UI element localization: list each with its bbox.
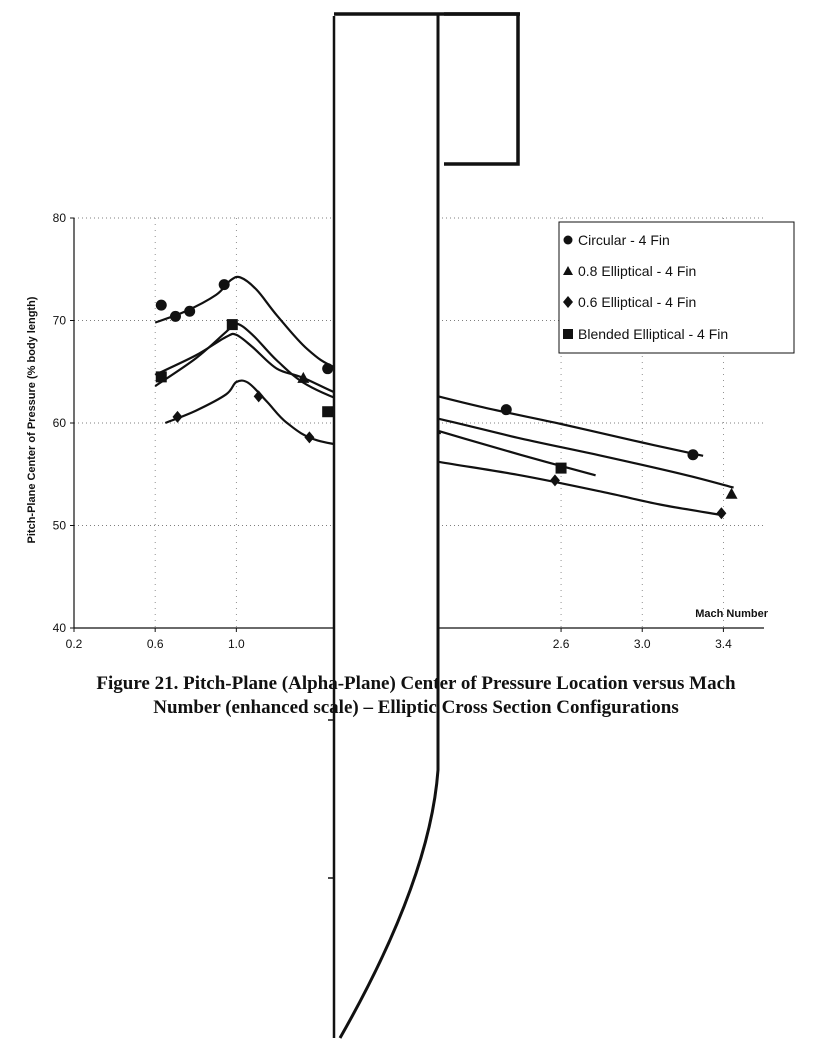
marker-circle: [687, 449, 698, 460]
marker-square: [556, 463, 567, 474]
fit-curve: [155, 334, 733, 488]
caption-line-2: Number (enhanced scale) – Elliptic Cross Section Configurations: [153, 697, 679, 718]
fit-curve: [165, 381, 723, 516]
y-axis-title: Pitch-Plane Center of Pressure (% body length): [26, 296, 38, 544]
legend-marker-square: [563, 329, 573, 339]
legend-label: 0.8 Elliptical - 4 Fin: [578, 263, 697, 279]
y-tick-label: 60: [52, 416, 66, 430]
marker-diamond: [550, 474, 560, 486]
y-tick-label: 50: [52, 518, 66, 533]
x-tick-label: 1.0: [228, 637, 245, 651]
marker-circle: [170, 311, 181, 322]
marker-diamond: [254, 390, 264, 402]
x-axis-title: Mach Number: [695, 608, 768, 620]
legend-label: 0.6 Elliptical - 4 Fin: [578, 294, 697, 310]
figure-caption: [0, 672, 832, 720]
overlay-drawing: [328, 14, 520, 1038]
x-tick-label: 0.6: [146, 637, 164, 651]
marker-circle: [184, 306, 195, 317]
y-ticks: [53, 211, 74, 635]
x-tick-label: 2.6: [552, 637, 570, 651]
marker-square: [322, 406, 333, 417]
marker-circle: [501, 404, 512, 415]
legend-item-circular: [564, 232, 670, 248]
legend-label: Blended Elliptical - 4 Fin: [578, 326, 729, 342]
legend-item-08-elliptical: [563, 263, 696, 279]
overlay-strip: [334, 16, 438, 1038]
marker-square: [156, 371, 167, 382]
overlay-tab: [444, 14, 518, 164]
marker-diamond: [173, 411, 183, 423]
y-tick-label: 40: [52, 621, 66, 635]
marker-circle: [219, 279, 230, 290]
marker-triangle: [726, 488, 738, 499]
legend: [559, 222, 794, 353]
legend-label: Circular - 4 Fin: [578, 232, 670, 248]
marker-circle: [156, 300, 167, 311]
legend-item-06-elliptical: [563, 294, 696, 310]
legend-item-blended-elliptical: [563, 326, 728, 342]
y-tick-label: 80: [52, 211, 66, 225]
marker-diamond: [304, 431, 314, 443]
marker-square: [227, 319, 238, 330]
x-tick-label: 3.0: [633, 637, 651, 651]
x-tick-label: 3.4: [715, 637, 732, 651]
y-tick-label: 70: [52, 313, 66, 328]
legend-marker-circle: [564, 236, 573, 245]
marker-diamond: [716, 507, 726, 519]
marker-circle: [322, 363, 333, 374]
x-tick-label: 0.2: [65, 637, 83, 651]
caption-line-1: Figure 21. Pitch-Plane (Alpha-Plane) Center of Pressure Location versus Mach: [96, 673, 736, 694]
